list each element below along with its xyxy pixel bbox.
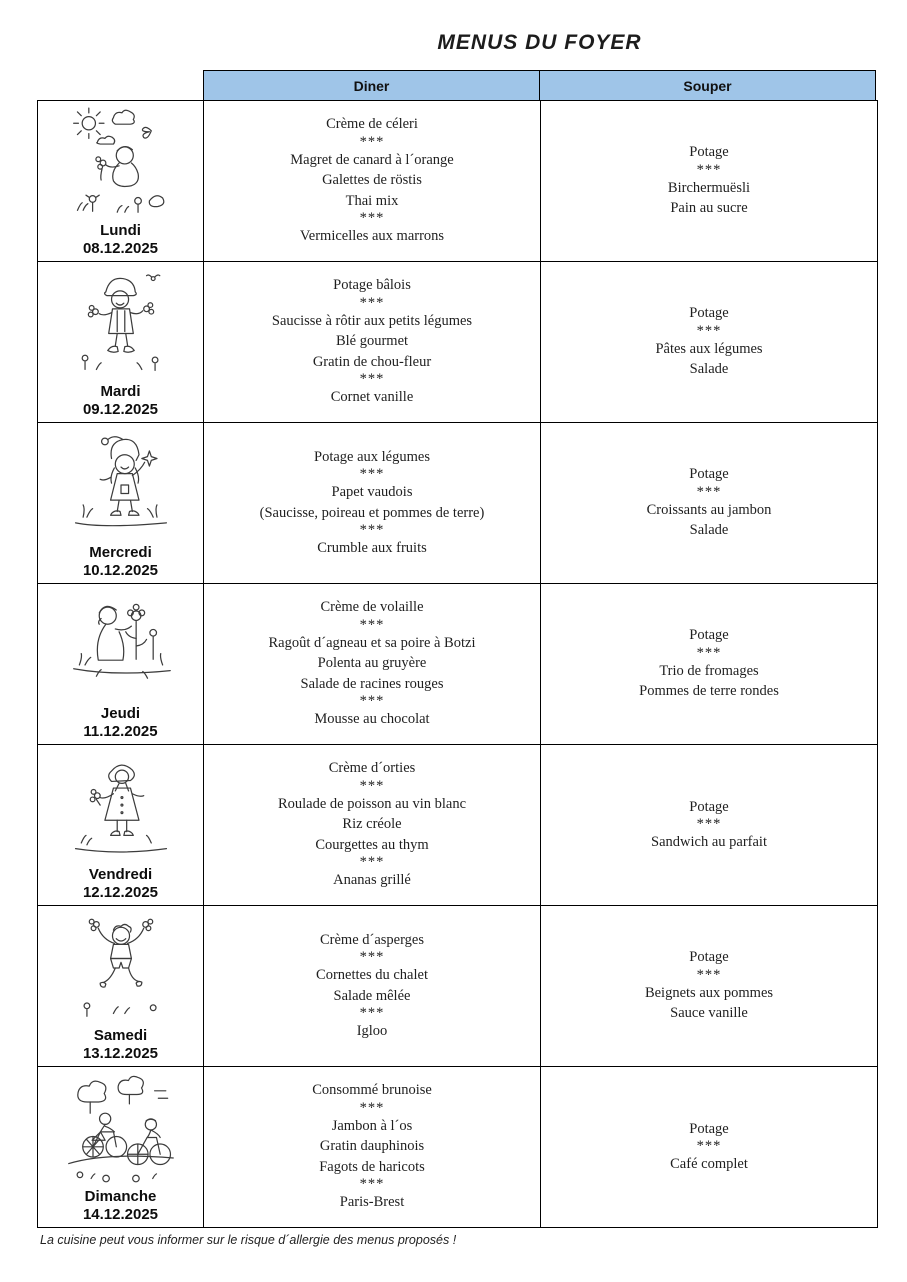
menu-separator: *** <box>359 210 385 227</box>
souper-cell-lundi <box>541 101 877 261</box>
menu-item: Jambon à l´os <box>331 1117 413 1134</box>
souper-cell-jeudi <box>541 584 877 744</box>
day-row-jeudi <box>38 584 877 745</box>
menu-separator: *** <box>359 466 385 482</box>
column-header-souper: Souper <box>540 70 876 101</box>
menu-separator: *** <box>359 1176 385 1193</box>
menu-item: Salade <box>689 361 729 378</box>
day-date: 09.12.2025 <box>82 400 159 418</box>
souper-cell-mercredi <box>541 423 877 583</box>
day-cell-samedi <box>38 906 204 1066</box>
day-row-dimanche <box>38 1067 877 1227</box>
menu-item: Cornettes du chalet <box>316 967 428 983</box>
menu-separator: *** <box>696 483 722 500</box>
day-label: Jeudi <box>100 704 141 722</box>
menu-item: Thai mix <box>345 192 399 209</box>
day-label: Mercredi <box>89 543 152 561</box>
day-cell-mercredi <box>38 423 204 583</box>
mercredi-elf-girl-illustration <box>68 428 174 542</box>
day-label: Lundi <box>100 221 141 239</box>
day-date: 10.12.2025 <box>82 561 159 579</box>
vendredi-girl-bouquet-illustration <box>68 750 174 864</box>
menu-item: (Saucisse, poireau et pommes de terre) <box>259 504 485 521</box>
menu-item: Potage <box>689 466 729 483</box>
day-label: Mardi <box>100 382 141 400</box>
menu-item: Magret de canard à l´orange <box>290 151 454 168</box>
menu-item: Ragoût d´agneau et sa poire à Botzi <box>268 634 476 651</box>
menu-item: Potage <box>689 627 729 644</box>
menu-item: Gratin de chou-fleur <box>312 353 432 370</box>
menu-item: Crème de volaille <box>320 599 424 616</box>
menu-item: Potage bâlois <box>333 277 411 294</box>
menu-item: Polenta au gruyère <box>317 655 427 672</box>
souper-cell-dimanche <box>541 1067 877 1227</box>
menu-item: Beignets aux pommes <box>644 984 774 1001</box>
menu-table <box>37 70 879 1228</box>
menu-item: Potage <box>689 1120 729 1137</box>
day-cell-dimanche <box>38 1067 204 1227</box>
menu-item: Sauce vanille <box>670 1005 748 1022</box>
day-date: 11.12.2025 <box>83 722 158 740</box>
menu-item: Mousse au chocolat <box>314 711 430 728</box>
menu-item: Crème d´orties <box>328 760 416 777</box>
menu-item: Potage <box>689 305 729 322</box>
menu-item: Café complet <box>670 1156 748 1172</box>
menu-item: Salade mêlée <box>333 987 411 1004</box>
menu-item: Crumble aux fruits <box>317 540 427 556</box>
diner-cell-mercredi <box>204 423 541 583</box>
menu-item: Trio de fromages <box>659 662 759 679</box>
menu-item: Crème d´asperges <box>319 931 424 948</box>
menu-separator: *** <box>359 1099 385 1116</box>
menu-item: Cornet vanille <box>330 389 414 406</box>
menu-item: Potage aux légumes <box>314 448 430 465</box>
menu-item: Salade de racines rouges <box>300 675 444 692</box>
menu-separator: *** <box>696 322 722 339</box>
menu-separator: *** <box>696 816 722 832</box>
menu-item: Fagots de haricots <box>319 1158 425 1175</box>
day-cell-lundi <box>38 101 204 261</box>
diner-cell-dimanche <box>204 1067 541 1227</box>
menu-item: Croissants au jambon <box>646 501 772 518</box>
menu-item: Consommé brunoise <box>312 1082 432 1099</box>
column-header-diner: Diner <box>203 70 540 101</box>
menu-separator: *** <box>359 777 385 794</box>
allergy-notice: La cuisine peut vous informer sur le risque d´allergie des menus proposés ! <box>40 1233 457 1247</box>
menu-item: Riz créole <box>342 816 402 833</box>
menu-separator: *** <box>696 161 722 178</box>
menu-separator: *** <box>696 644 722 661</box>
menu-item: Galettes de röstis <box>322 172 422 189</box>
menu-separator: *** <box>359 371 385 388</box>
menu-item: Salade <box>689 522 729 539</box>
day-row-mardi <box>38 262 877 423</box>
menu-item: Vermicelles aux marrons <box>299 228 445 245</box>
menu-item: Saucisse à rôtir aux petits légumes <box>271 312 473 329</box>
page-title: MENUS DU FOYER <box>437 31 642 54</box>
menu-item: Sandwich au parfait <box>651 834 767 850</box>
menu-item: Blé gourmet <box>335 333 409 350</box>
day-row-lundi <box>38 101 877 262</box>
lundi-meadow-child-illustration <box>68 106 174 220</box>
souper-cell-mardi <box>541 262 877 422</box>
menu-item: Courgettes au thym <box>315 836 429 853</box>
menu-item: Pommes de terre rondes <box>639 683 779 700</box>
menu-item: Potage <box>689 949 729 966</box>
menu-item: Pâtes aux légumes <box>655 340 763 357</box>
menu-separator: *** <box>359 693 385 710</box>
diner-cell-lundi <box>204 101 541 261</box>
menu-item: Potage <box>689 144 729 161</box>
menu-separator: *** <box>696 1138 722 1154</box>
day-row-samedi <box>38 906 877 1067</box>
menu-separator: *** <box>359 949 385 965</box>
day-date: 14.12.2025 <box>82 1205 159 1223</box>
menu-item: Papet vaudois <box>331 484 413 500</box>
jeudi-child-with-flowers-illustration <box>68 589 174 703</box>
day-cell-vendredi <box>38 745 204 905</box>
diner-cell-samedi <box>204 906 541 1066</box>
menu-item: Igloo <box>356 1023 388 1039</box>
menu-separator: *** <box>359 522 385 538</box>
souper-cell-samedi <box>541 906 877 1066</box>
day-cell-mardi <box>38 262 204 422</box>
menu-separator: *** <box>359 133 385 150</box>
day-label: Dimanche <box>84 1187 157 1205</box>
souper-cell-vendredi <box>541 745 877 905</box>
menu-item: Ananas grillé <box>333 872 411 889</box>
menu-separator: *** <box>696 966 722 983</box>
menu-item: Gratin dauphinois <box>319 1138 425 1155</box>
day-date: 12.12.2025 <box>82 883 159 901</box>
diner-cell-jeudi <box>204 584 541 744</box>
mardi-child-flowers-illustration <box>68 267 174 381</box>
diner-cell-vendredi <box>204 745 541 905</box>
day-date: 13.12.2025 <box>82 1044 159 1062</box>
menu-separator: *** <box>359 616 385 633</box>
menu-item: Crème de céleri <box>326 116 418 133</box>
menu-item: Potage <box>689 798 729 815</box>
day-label: Vendredi <box>88 865 153 883</box>
day-row-vendredi <box>38 745 877 906</box>
samedi-jumping-child-illustration <box>68 911 174 1025</box>
diner-cell-mardi <box>204 262 541 422</box>
dimanche-cyclists-illustration <box>64 1074 178 1186</box>
day-row-mercredi <box>38 423 877 584</box>
menu-item: Paris-Brest <box>339 1194 405 1211</box>
menu-item: Roulade de poisson au vin blanc <box>277 795 467 812</box>
day-date: 08.12.2025 <box>82 239 159 257</box>
menu-separator: *** <box>359 854 385 871</box>
day-cell-jeudi <box>38 584 204 744</box>
table-header-row <box>203 70 879 101</box>
menu-item: Pain au sucre <box>670 200 748 217</box>
day-label: Samedi <box>93 1026 148 1044</box>
menu-separator: *** <box>359 1005 385 1021</box>
menu-separator: *** <box>359 294 385 311</box>
menu-item: Birchermuësli <box>667 179 751 196</box>
table-body <box>37 100 878 1228</box>
